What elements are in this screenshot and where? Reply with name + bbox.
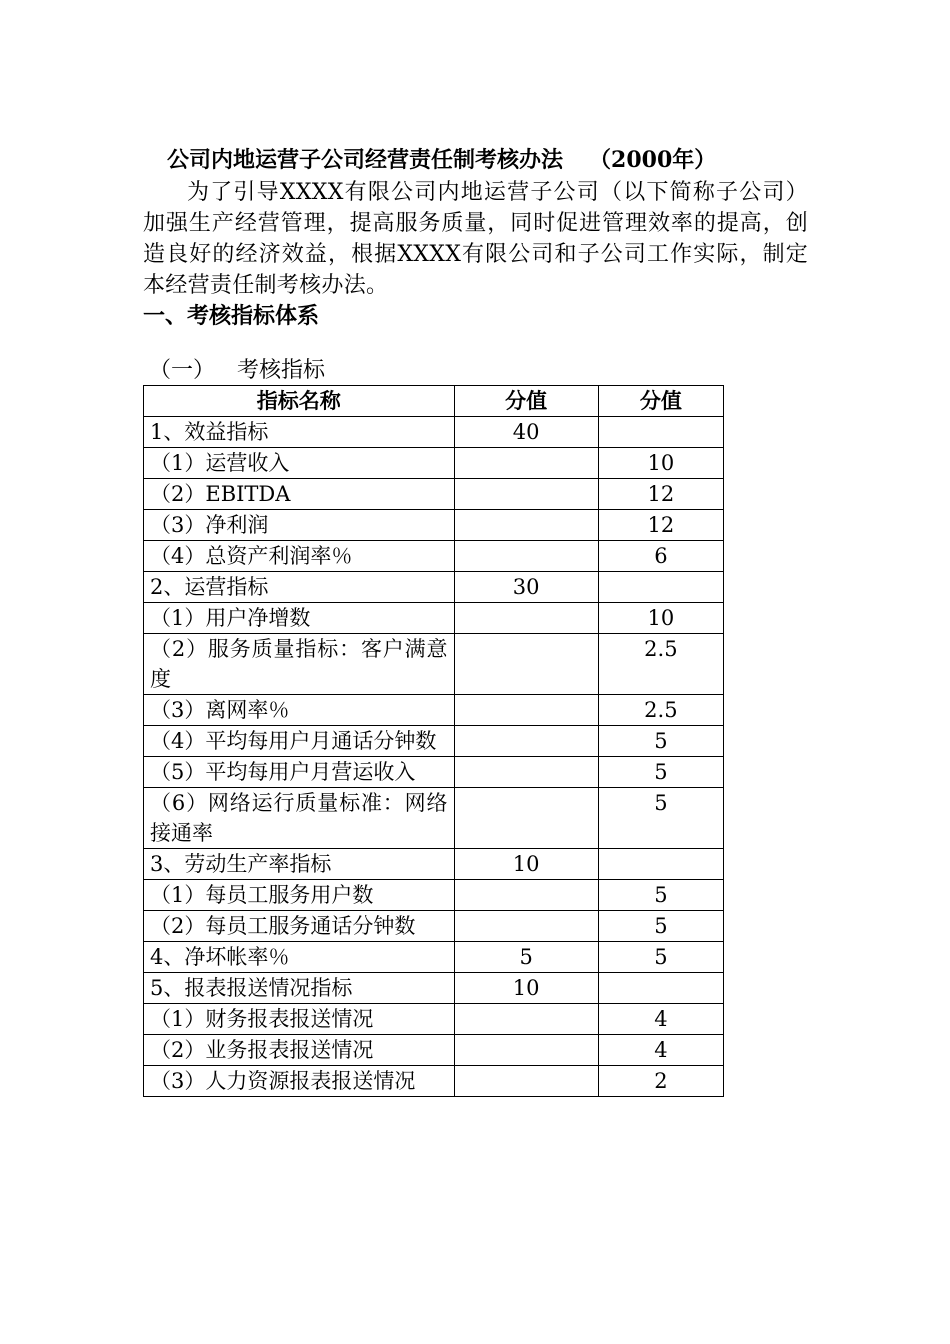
index-name-cell: （3）净利润 [144, 510, 455, 541]
index-name-cell: （2）业务报表报送情况 [144, 1035, 455, 1066]
item-score-cell: 5 [598, 880, 723, 911]
category-score-cell [454, 726, 598, 757]
index-name-cell: 3、劳动生产率指标 [144, 849, 455, 880]
item-score-cell: 6 [598, 541, 723, 572]
item-score-cell: 5 [598, 788, 723, 849]
category-score-cell [454, 1035, 598, 1066]
document-title [143, 145, 808, 175]
category-score-cell: 5 [454, 942, 598, 973]
category-score-cell [454, 634, 598, 695]
intro-paragraph: 为了引导XXXX有限公司内地运营子公司（以下简称子公司）加强生产经营管理，提高服务质量，同时促进管理效率的提高，创造良好的经济效益，根据XXXX有限公司和子公司工作实际，制定本经营责任制考核办法。 [143, 180, 808, 298]
category-score-cell: 10 [454, 973, 598, 1004]
category-score-cell: 10 [454, 849, 598, 880]
table-row [144, 973, 724, 1004]
item-score-cell: 12 [598, 479, 723, 510]
category-score-cell [454, 1066, 598, 1097]
item-score-cell [598, 973, 723, 1004]
category-score-cell [454, 603, 598, 634]
index-name-cell: （4）平均每用户月通话分钟数 [144, 726, 455, 757]
table-row [144, 448, 724, 479]
item-score-cell: 5 [598, 726, 723, 757]
category-score-cell [454, 911, 598, 942]
item-score-cell: 5 [598, 942, 723, 973]
category-score-cell [454, 757, 598, 788]
index-name-cell: （2）每员工服务通话分钟数 [144, 911, 455, 942]
item-score-cell: 12 [598, 510, 723, 541]
index-name-cell: 1、效益指标 [144, 417, 455, 448]
index-name-cell: （4）总资产利润率％ [144, 541, 455, 572]
table-row [144, 510, 724, 541]
subsection-heading [143, 357, 808, 385]
index-name-cell: 2、运营指标 [144, 572, 455, 603]
category-score-cell [454, 541, 598, 572]
category-score-cell [454, 788, 598, 849]
item-score-cell [598, 849, 723, 880]
table-row [144, 1066, 724, 1097]
table-row [144, 603, 724, 634]
category-score-cell [454, 880, 598, 911]
index-name-cell: （5）平均每用户月营运收入 [144, 757, 455, 788]
category-score-cell [454, 695, 598, 726]
category-score-cell [454, 1004, 598, 1035]
index-name-cell: （1）财务报表报送情况 [144, 1004, 455, 1035]
index-name-cell: 4、净坏帐率％ [144, 942, 455, 973]
category-score-cell: 40 [454, 417, 598, 448]
header-score-item: 分值 [598, 386, 723, 417]
table-row [144, 757, 724, 788]
subsection-marker: （一） [149, 358, 216, 383]
table-row [144, 1035, 724, 1066]
item-score-cell [598, 572, 723, 603]
table-row [144, 1004, 724, 1035]
item-score-cell: 5 [598, 757, 723, 788]
table-row [144, 880, 724, 911]
index-name-cell: （3）离网率％ [144, 695, 455, 726]
item-score-cell: 4 [598, 1004, 723, 1035]
title-text: 公司内地运营子公司经营责任制考核办法 [167, 147, 564, 173]
index-name-cell: （2）EBITDA [144, 479, 455, 510]
index-name-cell: （2）服务质量指标：客户满意度 [144, 634, 455, 695]
category-score-cell [454, 510, 598, 541]
table-row [144, 541, 724, 572]
item-score-cell: 5 [598, 911, 723, 942]
index-name-cell: （6）网络运行质量标准：网络接通率 [144, 788, 455, 849]
table-body [144, 417, 724, 1097]
item-score-cell [598, 417, 723, 448]
item-score-cell: 2.5 [598, 695, 723, 726]
document-page [143, 145, 808, 1097]
category-score-cell: 30 [454, 572, 598, 603]
item-score-cell: 10 [598, 603, 723, 634]
category-score-cell [454, 448, 598, 479]
table-header-row [144, 386, 724, 417]
table-row [144, 942, 724, 973]
category-score-cell [454, 479, 598, 510]
title-year: （2000年） [589, 147, 717, 173]
subsection-title: 考核指标 [237, 358, 326, 383]
table-row [144, 849, 724, 880]
index-name-cell: （1）运营收入 [144, 448, 455, 479]
item-score-cell: 2.5 [598, 634, 723, 695]
table-row [144, 788, 724, 849]
table-row [144, 572, 724, 603]
table-row [144, 695, 724, 726]
item-score-cell: 4 [598, 1035, 723, 1066]
table-row [144, 911, 724, 942]
assessment-index-table [143, 385, 724, 1097]
item-score-cell: 2 [598, 1066, 723, 1097]
table-row [144, 417, 724, 448]
section-heading: 一、考核指标体系 [143, 303, 320, 329]
index-name-cell: 5、报表报送情况指标 [144, 973, 455, 1004]
table-row [144, 479, 724, 510]
index-name-cell: （3）人力资源报表报送情况 [144, 1066, 455, 1097]
item-score-cell: 10 [598, 448, 723, 479]
header-score-category: 分值 [454, 386, 598, 417]
table-row [144, 726, 724, 757]
index-name-cell: （1）用户净增数 [144, 603, 455, 634]
header-index-name: 指标名称 [144, 386, 455, 417]
table-row [144, 634, 724, 695]
index-name-cell: （1）每员工服务用户数 [144, 880, 455, 911]
